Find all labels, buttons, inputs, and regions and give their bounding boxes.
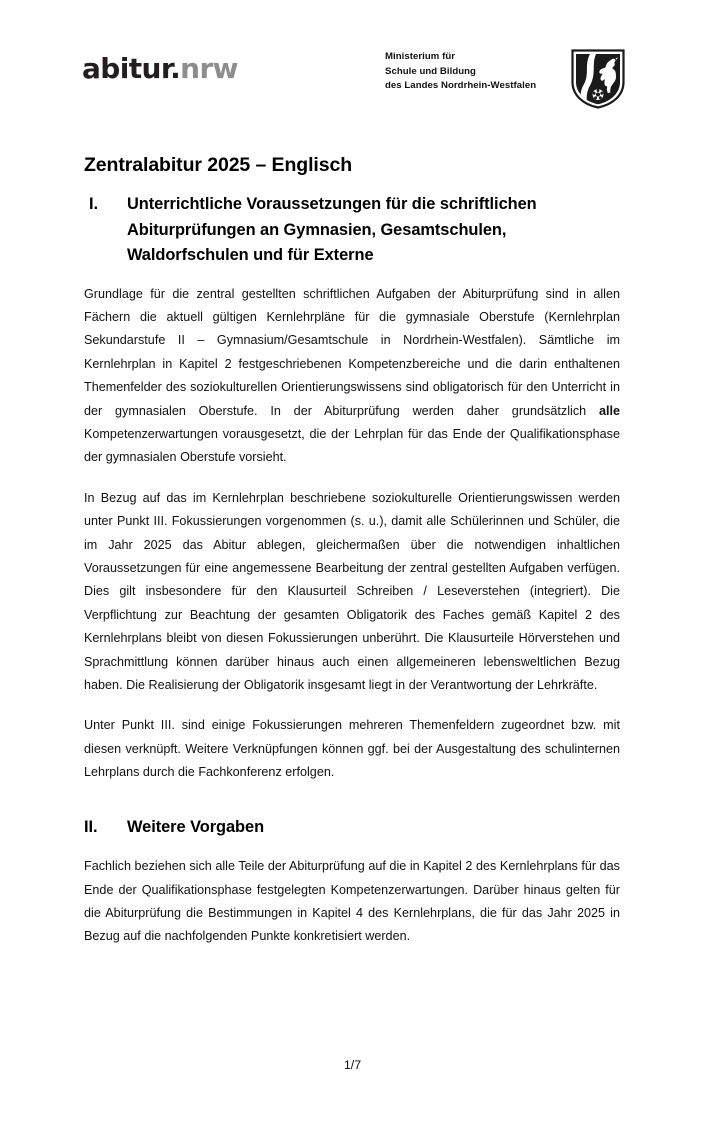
nrw-coat-of-arms-icon xyxy=(570,48,626,110)
ministry-line-2: Schule und Bildung xyxy=(385,65,476,77)
paragraph-1-emphasis: alle xyxy=(598,403,620,418)
ministry-line-1: Ministerium für xyxy=(385,51,456,62)
document-header xyxy=(0,0,705,126)
document-body xyxy=(84,192,620,949)
section-numeral-1: I. xyxy=(89,195,99,213)
section-title-1: Unterrichtliche Voraussetzungen für die schriftlichen Abiturprüfungen an Gymnasien, Gesamtschulen, Waldorfschulen und für Externe xyxy=(127,195,537,264)
logo-text-grey: nrw xyxy=(180,52,238,85)
paragraph-2: In Bezug auf das im Kernlehrplan beschriebene soziokulturelle Orientierungswissen werden unter Punkt III. Fokussierungen vorgenommen (s. u.), damit alle Schülerinnen und Schüler, die im Jahr 2025 das Abitur ablegen, gleichermaßen über die notwendigen inhaltlichen Voraussetzungen für eine angemessene Bearbeitung der zentral gestellten Aufgaben verfügen. Dies gilt insbesondere für den Klausurteil Schreiben / Leseverstehen (integriert). Die Verpflichtung zur Beachtung der gesamten Obligatorik des Faches gemäß Kapitel 2 des Kernlehrplans bleibt von diesen Fokussierungen unberührt. Die Klausurteile Hörverstehen und Sprachmittlung können darüber hinaus auch einen allgemeineren lebensweltlichen Bezug haben. Die Realisierung der Obligatorik insgesamt liegt in der Verantwortung der Lehrkräfte. xyxy=(84,490,620,692)
section-numeral-2: II. xyxy=(84,817,98,836)
paragraph-1-part-b: Kompetenzerwartungen vorausgesetzt, die der Lehrplan für das Ende der Qualifikationsphase der gymnasialen Oberstufe vorsieht. xyxy=(84,426,620,465)
ministry-name xyxy=(385,50,536,94)
page-title: Zentralabitur 2025 – Englisch xyxy=(84,154,353,177)
paragraph-1 xyxy=(84,283,620,470)
section-title-2: Weitere Vorgaben xyxy=(127,817,265,836)
section-heading-1 xyxy=(84,192,620,269)
paragraph-3: Unter Punkt III. sind einige Fokussierungen mehreren Themenfeldern zugeordnet bzw. mit diesen verknüpft. Weitere Verknüpfungen können ggf. bei der Ausgestaltung des schulinternen Lehrplans durch die Fachkonferenz erfolgen. xyxy=(84,718,620,780)
page-number: 1/7 xyxy=(343,1058,362,1072)
paragraph-1-part-a: Grundlage für die zentral gestellten schriftlichen Aufgaben der Abiturprüfung sind in allen Fächern die aktuell gültigen Kernlehrpläne für die gymnasiale Oberstufe (Kernlehrplan Sekundarstufe II – Gymnasium/Gesamtschule in Nordrhein-Westfalen). Sämtliche im Kernlehrplan in Kapitel 2 festgeschriebenen Kompetenzbereiche und die darin enthaltenen Themenfelder des soziokulturellen Orientierungswissens sind obligatorisch für den Unterricht in der gymnasialen Oberstufe. In der Abiturprüfung werden daher grundsätzlich xyxy=(84,286,620,418)
page-footer xyxy=(0,1058,705,1072)
section-heading-2 xyxy=(84,815,620,841)
ministry-line-3: des Landes Nordrhein-Westfalen xyxy=(385,80,537,92)
paragraph-4: Fachlich beziehen sich alle Teile der Abiturprüfung auf die in Kapitel 2 des Kernlehrplans für das Ende der Qualifikationsphase festgelegten Kompetenzerwartungen. Darüber hinaus gelten für die Abiturprüfung die Bestimmungen in Kapitel 4 des Kernlehrplans, die für das Jahr 2025 in Bezug auf die nachfolgenden Punkte konkretisiert werden. xyxy=(84,859,620,944)
logo-text-dark: abitur. xyxy=(82,52,181,85)
abitur-nrw-logo xyxy=(82,52,238,85)
